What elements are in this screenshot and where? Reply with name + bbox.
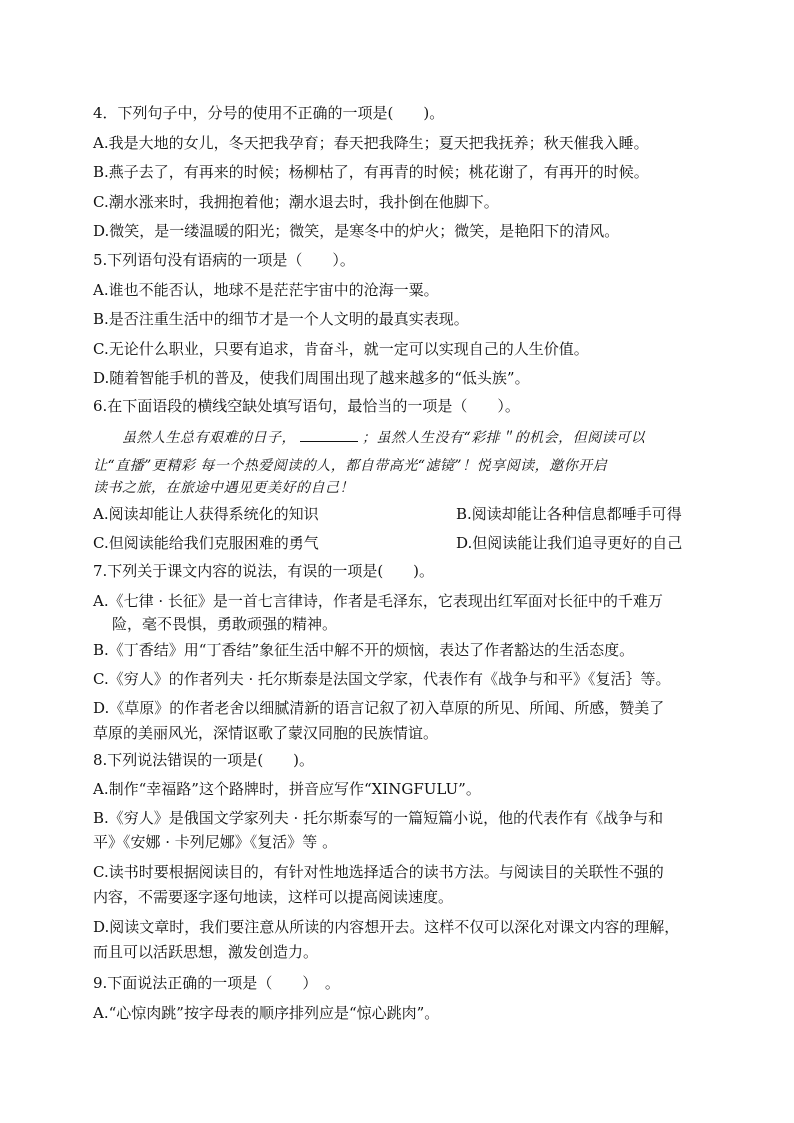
- q6-passage-line-2: 让“直播”更精彩 每一个热爱阅读的人，都自带高光“滤镜”！悦享阅读，邀你开启: [93, 458, 608, 474]
- q6-options-row-1: [93, 504, 682, 524]
- q8-option-a: A.制作“幸福路”这个路牌时，拼音应写作“XINGFULU”。: [93, 780, 481, 798]
- q8-option-d-line-1: D.阅读文章时，我们要注意从所读的内容想开去。这样不仅可以深化对课文内容的理解，: [93, 918, 680, 936]
- q7-option-a-line-2: 险，毫不畏惧，勇敢顽强的精神。: [112, 615, 338, 633]
- q6-options-row-2: [93, 533, 683, 553]
- q7-option-a-line-1: A.《七律 · 长征》是一首七言律诗，作者是毛泽东，它表现出红军面对长征中的千难万: [93, 592, 663, 610]
- q6-passage-part-2: ；虽然人生没有“彩排＂的机会，但阅读可以: [362, 430, 646, 446]
- q4-option-a: A.我是大地的女儿，冬天把我孕育；春天把我降生；夏天把我抚养；秋天催我入睡。: [93, 134, 649, 152]
- q5-option-b: B.是否注重生活中的细节才是一个人文明的最真实表现。: [93, 310, 469, 328]
- q5-option-d: D.随着智能手机的普及，使我们周围出现了越来越多的“低头族”。: [93, 369, 530, 387]
- q7-option-c: C.《穷人》的作者列夫 · 托尔斯泰是法国文学家，代表作有《战争与和平》《复活｝等。: [93, 670, 671, 688]
- q6-option-a: A.阅读却能让人获得系统化的知识: [93, 505, 319, 523]
- q7-stem: 7.下列关于课文内容的说法，有误的一项是( )。: [93, 562, 435, 580]
- q4-option-d: D.微笑，是一缕温暖的阳光；微笑，是寒冬中的炉火；微笑，是艳阳下的清风。: [93, 222, 620, 240]
- q5-stem: 5.下列语句没有语病的一项是（ ）。: [93, 251, 355, 269]
- q6-passage-part-1: 虽然人生总有艰难的日子，: [122, 430, 296, 446]
- q6-passage-line-1: [122, 427, 645, 448]
- q8-option-b-line-1: B.《穷人》是俄国文学家列夫 · 托尔斯泰写的一篇短篇小说，他的代表作有《战争与和: [93, 809, 664, 827]
- q9-stem: 9.下面说法正确的一项是（ ） 。: [93, 974, 340, 992]
- q5-option-a: A.谁也不能否认，地球不是茫茫宇宙中的沧海一粟。: [93, 281, 439, 299]
- q8-option-c-line-2: 内容，不需要逐字逐句地读，这样可以提高阅读速度。: [93, 888, 454, 906]
- q6-option-b: B.阅读却能让各种信息都唾手可得: [456, 505, 682, 523]
- q9-option-a: A.“心惊肉跳”按字母表的顺序排列应是“惊心跳肉”。: [93, 1004, 440, 1022]
- q7-option-d-line-2: 草原的美丽风光，深情讴歌了蒙汉同胞的民族情谊。: [93, 724, 439, 742]
- q8-option-c-line-1: C.读书时要根据阅读目的，有针对性地选择适合的读书方法。与阅读目的关联性不强的: [93, 863, 664, 881]
- q8-option-d-line-2: 而且可以活跃思想，激发创造力。: [93, 943, 319, 961]
- q6-option-d: D.但阅读能让我们追寻更好的自己: [456, 534, 683, 552]
- q4-option-c: C.潮水涨来时，我拥抱着他；潮水退去时，我扑倒在他脚下。: [93, 193, 499, 211]
- q7-option-b: B.《丁香结》用“丁香结”象征生活中解不开的烦恼，表达了作者豁达的生活态度。: [93, 641, 635, 659]
- q6-stem: 6.在下面语段的横线空缺处填写语句，最恰当的一项是（ ）。: [93, 397, 520, 415]
- q4-stem: 4．下列句子中，分号的使用不正确的一项是( )。: [93, 104, 445, 122]
- q4-option-b: B.燕子去了，有再来的时候；杨柳枯了，有再青的时候；桃花谢了，有再开的时候。: [93, 163, 649, 181]
- answer-blank: [300, 427, 358, 442]
- q6-option-c: C.但阅读能给我们克服困难的勇气: [93, 534, 319, 552]
- q5-option-c: C.无论什么职业，只要有追求，肯奋斗，就一定可以实现自己的人生价值。: [93, 340, 589, 358]
- q6-passage-line-3: 读书之旅，在旅途中遇见更美好的自己！: [93, 480, 354, 496]
- q8-option-b-line-2: 平》《安娜 · 卡列尼娜》《复活》等 。: [93, 833, 338, 851]
- q8-stem: 8.下列说法错误的一项是( )。: [93, 751, 315, 769]
- q7-option-d-line-1: D.《草原》的作者老舍以细腻清新的语言记叙了初入草原的所见、所闻、所感，赞美了: [93, 699, 665, 717]
